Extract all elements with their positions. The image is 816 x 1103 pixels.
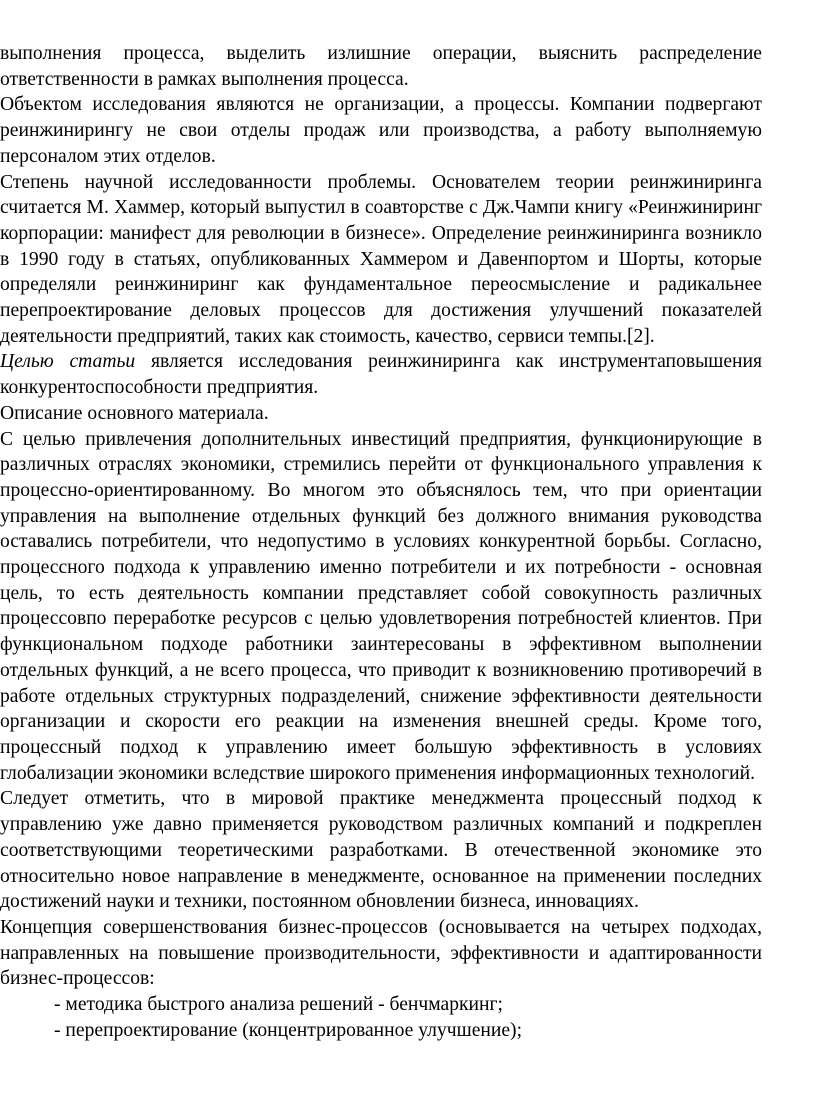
goal-text: является исследования реинжиниринга как инструментаповышения конкурентоспособности предприятия.: [0, 351, 762, 399]
paragraph-article-goal: [0, 349, 762, 400]
goal-lead-italic: Целью статьи: [0, 351, 136, 373]
list-item-benchmarking: - методика быстрого анализа решений - бенчмаркинг;: [54, 994, 503, 1016]
paragraph-process-approach: С целью привлечения дополнительных инвестиций предприятия, функционирующие в различных отраслях экономики, стремились перейти от функционального управления к процессно-ориентированному. Во многом это объяснялось тем, что при ориентации управления на выполнение отдельных функций без должного внимания руководства оставались потребители, что недопустимо в условиях конкурентной борьбы. Согласно, процессного подхода к управлению именно потребители и их потребности - основная цель, то есть деятельность компании представляет собой совокупность различных процессовпо переработке ресурсов с целью удовлетворения потребностей клиентов. При функциональном подходе работники заинтересованы в эффективном выполнении отдельных функций, а не всего процесса, что приводит к возникновению противоречий в работе отдельных структурных подразделений, снижение эффективности деятельности организации и скорости его реакции на изменения внешней среды. Кроме того, процессный подход к управлению имеет большую эффективность в условиях глобализации экономики вследствие широкого применения информационных технологий.: [0, 428, 762, 784]
paragraph-process-intro: выполнения процесса, выделить излишние операции, выяснить распределение ответственности в рамках выполнения процесса.: [0, 43, 762, 90]
paragraph-research-degree: Степень научной исследованности проблемы. Основателем теории реинжиниринга считается М. Хаммер, который выпустил в соавторстве с Дж.Чампи книгу «Реинжиниринг корпорации: манифест для революции в бизнесе». Определение реинжиниринга возникло в 1990 году в статьях, опубликованных Хаммером и Давенпортом и Шорты, которые определяли реинжиниринг как фундаментальное переосмысление и радикальнее перепроектирование деловых процессов для достижения улучшений показателей деятельности предприятий, таких как стоимость, качество, сервиси темпы.[2].: [0, 171, 762, 347]
paragraph-world-practice: Следует отметить, что в мировой практике менеджмента процессный подход к управлению уже давно применяется руководством различных компаний и подкреплен соответствующими теоретическими разработками. В отечественной экономике это относительно новое направление в менеджменте, основанное на применении последних достижений науки и техники, постоянном обновлении бизнеса, инновациях.: [0, 788, 762, 913]
paragraph-improvement-concept: Концепция совершенствования бизнес-процессов (основывается на четырех подходах, направленных на повышение производительности, эффективности и адаптированности бизнес-процессов:: [0, 916, 762, 990]
list-item-redesign: - перепроектирование (концентрированное улучшение);: [54, 1019, 523, 1041]
paragraph-material-heading: Описание основного материала.: [0, 402, 269, 424]
paragraph-research-object: Объектом исследования являются не организации, а процессы. Компании подвергают реинжинирингу не свои отделы продаж или производства, а работу выполняемую персоналом этих отделов.: [0, 94, 762, 167]
